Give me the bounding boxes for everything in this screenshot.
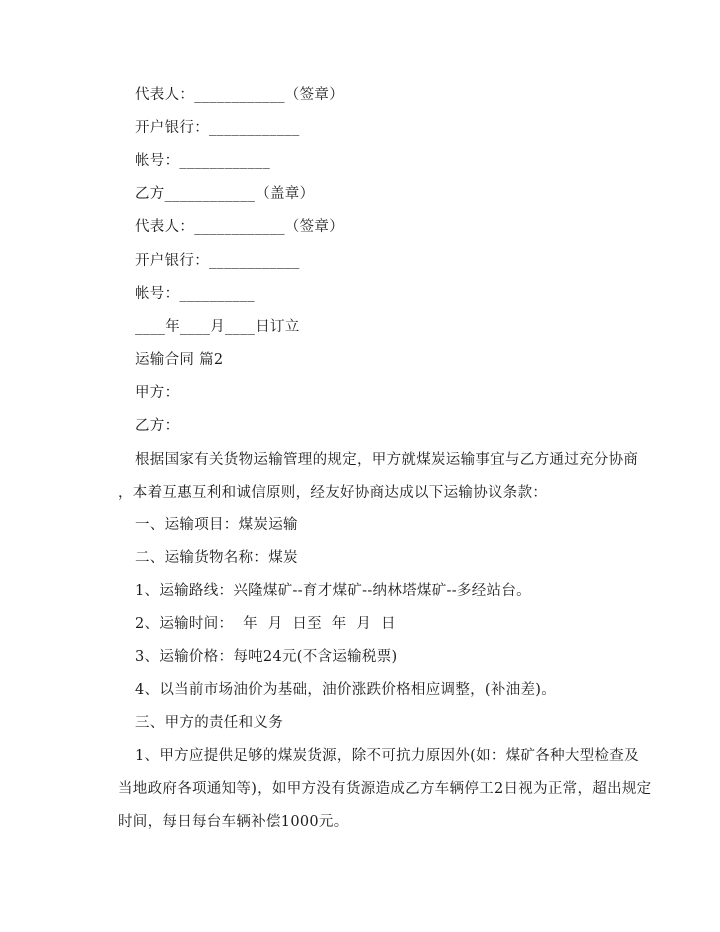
bank-a-line: 开户银行：____________ — [135, 120, 300, 136]
account-a-line: 帐号：____________ — [135, 153, 270, 169]
party-b-seal-line: 乙方____________（盖章） — [135, 186, 315, 202]
item-fuel-adjust: 4、以当前市场油价为基础，油价涨跌价格相应调整，(补油差)。 — [135, 682, 557, 698]
duty-row-3: 时间，每日每台车辆补偿1000元。 — [118, 814, 349, 830]
item-transport-project: 一、运输项目：煤炭运输 — [135, 517, 298, 533]
duty-row-1: 1、甲方应提供足够的煤炭货源，除不可抗力原因外(如：煤矿各种大型检查及 — [135, 748, 639, 764]
representative-a-line: 代表人：____________（签章） — [135, 87, 344, 103]
contract-title: 运输合同 篇2 — [135, 352, 224, 368]
item-price: 3、运输价格：每吨24元(不含运输税票) — [135, 649, 398, 665]
item-cargo-name: 二、运输货物名称：煤炭 — [135, 550, 298, 566]
intro-paragraph — [118, 444, 639, 510]
representative-b-line: 代表人：____________（签章） — [135, 219, 344, 235]
party-a-label: 甲方： — [135, 385, 180, 401]
duty-row-2: 当地政府各项通知等)，如甲方没有货源造成乙方车辆停工2日视为正常，超出规定 — [118, 781, 652, 797]
duty-paragraph — [118, 740, 652, 839]
item-route: 1、运输路线：兴隆煤矿--育才煤矿--纳林塔煤矿--多经站台。 — [135, 583, 531, 599]
account-b-line: 帐号：__________ — [135, 286, 255, 302]
intro-row-1: 根据国家有关货物运输管理的规定，甲方就煤炭运输事宜与乙方通过充分协商 — [135, 452, 639, 468]
section-party-a-duties: 三、甲方的责任和义务 — [135, 715, 283, 731]
item-time: 2、运输时间： 年 月 日至 年 月 日 — [135, 616, 396, 632]
date-signed-line: ____年____月____日订立 — [135, 319, 300, 335]
intro-row-2: ，本着互惠互利和诚信原则，经友好协商达成以下运输协议条款： — [118, 485, 548, 501]
bank-b-line: 开户银行：____________ — [135, 253, 300, 269]
party-b-label: 乙方： — [135, 418, 180, 434]
